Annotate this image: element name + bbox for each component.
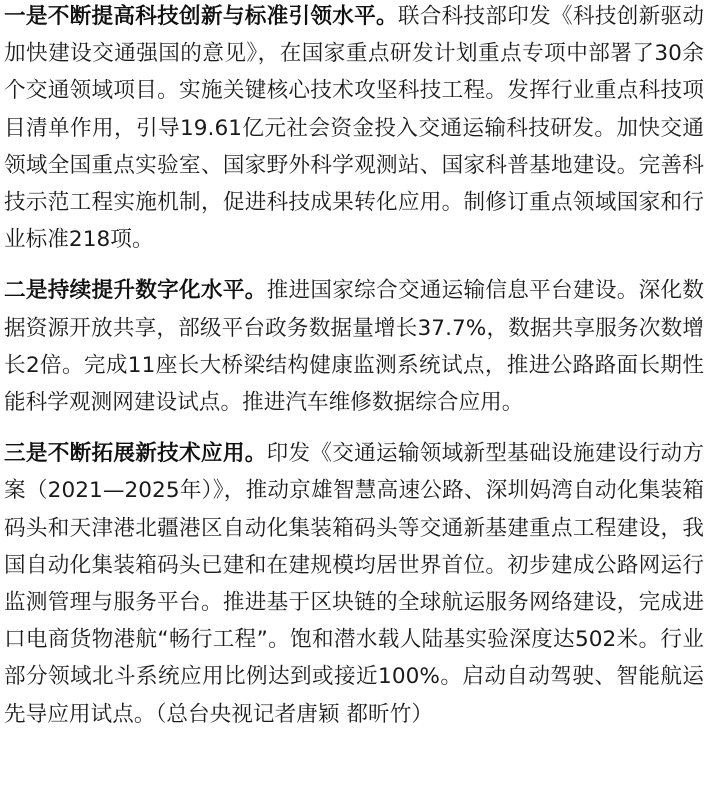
paragraph-text: 印发《交通运输领域新型基础设施建设行动方案（2021—2025年）》，推动京雄智慧高速公路、深圳妈湾自动化集装箱码头和天津港北疆港区自动化集装箱码头等交通新基建重点工程建设，我国自动化集装箱码头已建和在建规模均居世界首位。初步建成公路网运行监测管理与服务平台。推进基于区块链的全球航运服务网络建设，完成进口电商货物港航“畅行工程”。饱和潜水载人陆基实验深度达502米。行业部分领域北斗系统应用比例达到或接近100%。启动自动驾驶、智能航运先导应用试点。（总台央视记者唐颖 都昕竹） (4, 441, 704, 727)
paragraph-lead: 三是不断拓展新技术应用。 (4, 441, 267, 467)
paragraph-digitalization (4, 272, 704, 421)
paragraph-new-tech-application (4, 435, 704, 733)
paragraph-text: 推进国家综合交通运输信息平台建设。深化数据资源开放共享，部级平台政务数据量增长37.7%，数据共享服务次数增长2倍。完成11座长大桥梁结构健康监测系统试点，推进公路路面长期性能科学观测网建设试点。推进汽车维修数据综合应用。 (4, 278, 704, 416)
paragraph-text: 联合科技部印发《科技创新驱动加快建设交通强国的意见》，在国家重点研发计划重点专项中部署了30余个交通领域项目。实施关键核心技术攻坚科技工程。发挥行业重点科技项目清单作用，引导19.61亿元社会资金投入交通运输科技研发。加快交通领域全国重点实验室、国家野外科学观测站、国家科普基地建设。完善科技示范工程实施机制，促进科技成果转化应用。制修订重点领域国家和行业标准218项。 (4, 4, 705, 253)
paragraph-lead: 二是持续提升数字化水平。 (4, 278, 267, 304)
paragraph-lead: 一是不断提高科技创新与标准引领水平。 (4, 4, 398, 29)
paragraph-tech-innovation (4, 0, 704, 258)
